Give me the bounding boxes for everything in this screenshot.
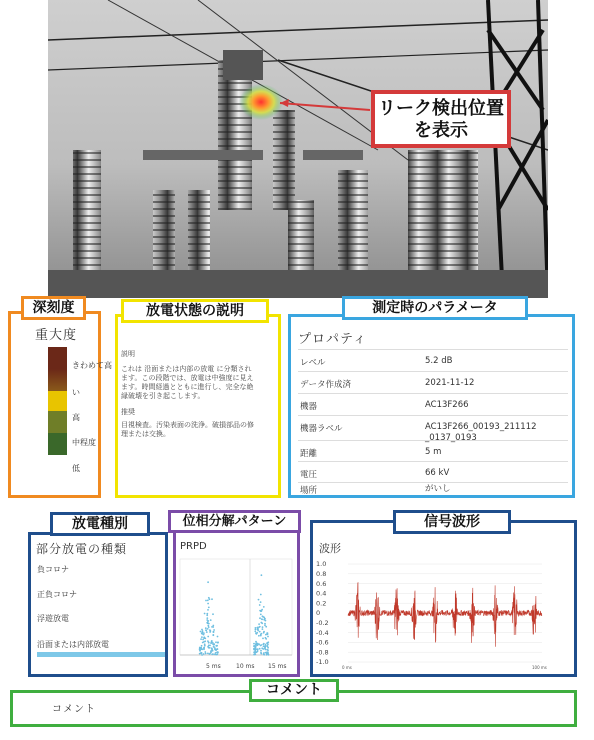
prpd-point (265, 626, 267, 628)
prpd-point (207, 646, 209, 648)
prpd-point (205, 629, 207, 631)
prpd-point (201, 633, 203, 635)
prpd-point (260, 653, 262, 655)
prpd-point (217, 636, 219, 638)
property-value: AC13F266 (425, 400, 469, 410)
prpd-point (200, 638, 202, 640)
prpd-point (205, 600, 207, 602)
prpd-point (255, 632, 257, 634)
property-key: 機器ラベル (300, 424, 343, 434)
prpd-point (206, 617, 208, 619)
prpd-point (265, 637, 267, 639)
prpd-point (266, 649, 268, 651)
prpd-chart (176, 555, 296, 673)
severity-level-2: 高 (72, 413, 80, 422)
prpd-point (217, 641, 219, 643)
prpd-point (209, 631, 211, 633)
waveform-xtick: 100 ms (532, 665, 547, 670)
prpd-point (204, 613, 206, 615)
prpd-point (212, 613, 214, 615)
prpd-point (262, 626, 264, 628)
prpd-point (207, 636, 209, 638)
prpd-point (260, 645, 262, 647)
prpd-point (203, 636, 205, 638)
prpd-point (260, 594, 262, 596)
prpd-point (263, 643, 265, 645)
prpd-point (261, 633, 263, 635)
severity-band-very-high (48, 369, 67, 391)
prpd-point (260, 650, 262, 652)
property-key: レベル (300, 358, 326, 368)
prpd-point (207, 600, 209, 602)
prpd-point (263, 652, 265, 654)
parameters-header: 測定時のパラメータ (342, 296, 528, 320)
prpd-point (265, 634, 267, 636)
prpd-point (205, 627, 207, 629)
discharge-type-item-selected: 沿面または内部放電 (37, 640, 109, 649)
waveform-title: 波形 (319, 542, 341, 555)
recommendation-body: 目視検査。汚染表面の洗浄。破損部品の修 理または交換。 (121, 421, 254, 438)
prpd-point (215, 649, 217, 651)
prpd-point (260, 635, 262, 637)
prpd-point (253, 654, 255, 656)
prpd-point (211, 598, 213, 600)
waveform-ytick: -0.2 (316, 619, 329, 627)
prpd-point (253, 645, 255, 647)
prpd-point (208, 642, 210, 644)
prpd-point (260, 610, 262, 612)
property-row (298, 349, 568, 372)
prpd-point (261, 618, 263, 620)
prpd-point (212, 643, 214, 645)
prpd-point (202, 639, 204, 641)
waveform-y-axis (316, 560, 329, 666)
prpd-point (258, 599, 260, 601)
prpd-point (216, 645, 218, 647)
substation-illustration (48, 0, 548, 298)
prpd-point (202, 642, 204, 644)
properties-title: プロパティ (298, 332, 367, 347)
prpd-point (201, 648, 203, 650)
discharge-type-header: 放電種別 (50, 512, 150, 536)
prpd-point (204, 651, 206, 653)
prpd-point (260, 614, 262, 616)
prpd-point (199, 647, 201, 649)
property-key: データ作成済 (300, 380, 352, 390)
prpd-point (209, 598, 211, 600)
prpd-header: 位相分解パターン (168, 510, 301, 533)
waveform-ytick: -0.6 (316, 638, 329, 647)
prpd-point (262, 638, 264, 640)
prpd-point (259, 631, 261, 633)
prpd-point (213, 629, 215, 631)
prpd-point (264, 647, 266, 649)
prpd-point (262, 616, 264, 618)
property-value: AC13F266_00193_211112 _0137_0193 (425, 422, 537, 443)
severity-band-medium (48, 411, 67, 433)
property-key: 場所 (300, 486, 318, 496)
severity-title: 重大度 (35, 328, 78, 343)
prpd-point (216, 651, 218, 653)
prpd-point (208, 623, 210, 625)
property-key: 機器 (300, 402, 318, 412)
prpd-point (263, 654, 265, 656)
severity-band-low (48, 433, 67, 455)
property-row (298, 482, 568, 495)
prpd-point (257, 649, 259, 651)
prpd-point (261, 574, 263, 576)
property-value: 2021-11-12 (425, 378, 475, 388)
description-section-label: 説明 (121, 350, 135, 358)
prpd-point (262, 648, 264, 650)
prpd-point (213, 631, 215, 633)
property-value: がいし (425, 484, 451, 494)
substation-photo (48, 0, 548, 298)
property-row (298, 371, 568, 394)
prpd-point (258, 623, 260, 625)
severity-level-1: い (72, 388, 80, 397)
prpd-point (267, 636, 269, 638)
waveform-ytick: 0.4 (316, 589, 327, 598)
prpd-point (207, 620, 209, 622)
prpd-point (260, 601, 262, 603)
prpd-point (206, 614, 208, 616)
property-value: 5 m (425, 447, 442, 457)
prpd-point (210, 619, 212, 621)
waveform-xtick: 0 ms (342, 665, 352, 670)
prpd-point (208, 626, 210, 628)
prpd-point (203, 632, 205, 634)
prpd-point (253, 643, 255, 645)
prpd-point (266, 653, 268, 655)
prpd-point (259, 617, 261, 619)
prpd-point (204, 645, 206, 647)
waveform-ytick: -1.0 (316, 658, 329, 667)
recommendation-section-label: 推奨 (121, 408, 135, 416)
prpd-point (254, 648, 256, 650)
prpd-point (253, 652, 255, 654)
prpd-point (255, 643, 257, 645)
discharge-type-title: 部分放電の種類 (36, 542, 128, 556)
severity-header: 深刻度 (21, 296, 86, 320)
prpd-point (206, 631, 208, 633)
severity-color-bar (48, 347, 67, 455)
prpd-point (267, 644, 269, 646)
prpd-point (254, 630, 256, 632)
prpd-point (212, 653, 214, 655)
prpd-point (267, 632, 269, 634)
prpd-point (264, 623, 266, 625)
prpd-point (259, 604, 261, 606)
prpd-point (207, 581, 209, 583)
prpd-point (213, 646, 215, 648)
property-row (298, 440, 568, 462)
prpd-point (216, 654, 218, 656)
severity-level-3: 中程度 (72, 438, 96, 447)
prpd-point (261, 622, 263, 624)
prpd-point (201, 636, 203, 638)
callout-line1: リーク検出位置 (378, 98, 504, 119)
waveform-ytick: -0.4 (316, 628, 329, 637)
prpd-point (263, 645, 265, 647)
prpd-point (256, 644, 258, 646)
comment-label: コメント (52, 704, 96, 715)
description-body: これは 沿面または内部の放電 に分類され ます。この段階では、放電は中強度に見え ます。時間経過とともに進行し、完全な絶 縁破壊を引き起こします。 (121, 365, 254, 400)
severity-band-high-indicator (48, 391, 67, 411)
prpd-point (211, 648, 213, 650)
property-key: 距離 (300, 449, 318, 459)
property-key: 電圧 (300, 470, 318, 480)
property-value: 5.2 dB (425, 356, 453, 366)
prpd-point (255, 641, 257, 643)
prpd-point (209, 647, 211, 649)
prpd-point (212, 625, 214, 627)
prpd-point (212, 650, 214, 652)
prpd-point (206, 613, 208, 615)
leak-location-callout (371, 90, 511, 148)
description-header: 放電状態の説明 (121, 299, 269, 323)
prpd-xtick: 10 ms (236, 663, 255, 670)
prpd-point (267, 641, 269, 643)
waveform-ytick: 0.6 (316, 579, 327, 588)
prpd-point (202, 630, 204, 632)
severity-level-0: きわめて高 (72, 361, 112, 370)
waveform-ytick: 0.2 (316, 599, 327, 608)
prpd-point (257, 630, 259, 632)
prpd-point (207, 628, 209, 630)
prpd-point (201, 652, 203, 654)
comment-header: コメント (249, 679, 339, 702)
prpd-xtick: 15 ms (268, 663, 287, 670)
prpd-point (210, 642, 212, 644)
discharge-type-bar (37, 652, 165, 657)
prpd-point (209, 653, 211, 655)
prpd-point (207, 603, 209, 605)
prpd-point (263, 606, 265, 608)
callout-line2: を表示 (414, 120, 468, 141)
waveform-ytick: 1.0 (316, 560, 327, 569)
prpd-point (203, 653, 205, 655)
prpd-point (258, 635, 260, 637)
waveform-header: 信号波形 (393, 510, 511, 534)
prpd-point (207, 609, 209, 611)
prpd-xtick: 5 ms (206, 663, 221, 670)
waveform-line (348, 583, 542, 647)
prpd-point (265, 645, 267, 647)
prpd-point (203, 647, 205, 649)
waveform-ytick: -0.8 (316, 648, 329, 657)
prpd-point (217, 648, 219, 650)
prpd-point (201, 645, 203, 647)
property-value: 66 kV (425, 468, 450, 478)
prpd-point (211, 626, 213, 628)
discharge-type-item: 浮遊放電 (37, 614, 69, 623)
prpd-point (255, 627, 257, 629)
prpd-point (257, 643, 259, 645)
prpd-point (215, 641, 217, 643)
discharge-type-item: 正負コロナ (37, 590, 77, 599)
discharge-type-item: 負コロナ (37, 565, 69, 574)
prpd-point (208, 607, 210, 609)
property-row (298, 461, 568, 483)
property-row (298, 393, 568, 416)
severity-level-4: 低 (72, 464, 80, 473)
prpd-title: PRPD (180, 541, 207, 552)
prpd-point (200, 631, 202, 633)
prpd-point (263, 632, 265, 634)
description-panel (115, 314, 281, 498)
prpd-point (199, 653, 201, 655)
prpd-point (262, 628, 264, 630)
waveform-ytick: 0.8 (316, 570, 327, 578)
prpd-point (259, 626, 261, 628)
waveform-ytick: 0 (316, 609, 321, 618)
waveform-chart (314, 558, 572, 672)
prpd-point (264, 618, 266, 620)
prpd-point (212, 634, 214, 636)
prpd-point (259, 648, 261, 650)
severity-band-critical (48, 347, 67, 369)
